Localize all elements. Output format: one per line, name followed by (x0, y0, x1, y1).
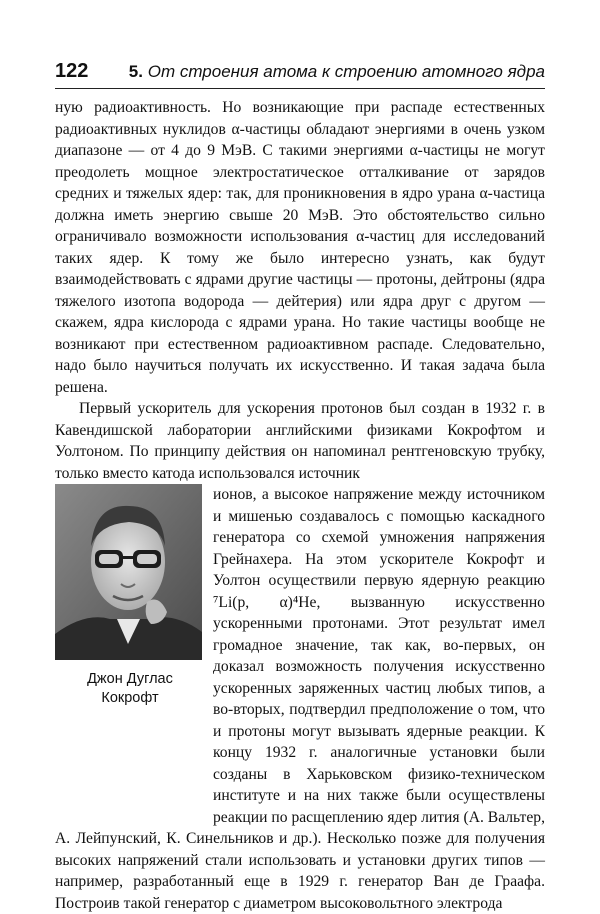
body-text (55, 97, 545, 914)
paragraph-1: ную радиоактивность. Но возникающие при распаде естественных радиоактивных нуклидов α-частицы обладают энергиями в очень узком диапазоне — от 4 до 9 МэВ. С такими энергиями α-частицы не могут преодолеть мощное электростатическое отталкивание от зарядов средних и тяжелых ядер: так, для проникновения в ядро урана α-частица должна иметь энергию свыше 20 МэВ. Это обстоятельство сильно ограничивало возможности использования α-частиц для исследований таких ядер. К тому же было интересно узнать, как будут взаимодействовать с ядрами другие частицы — протоны, дейтроны (ядра тяжелого изотопа водорода — дейтерия) или ядра друг с другом — скажем, ядра кислорода с ядрами урана. Но такие частицы вообще не возникают при естественном радиоактивном распаде. Следовательно, надо было научиться получать их искусственно. И такая задача была решена. (55, 99, 545, 396)
portrait-image (55, 484, 202, 660)
chapter-title: От строения атома к строению атомного ядра (147, 62, 545, 81)
paragraph-2-body-a: ионов, а высокое напряжение между источником и мишенью создавалось с помощью каскадного генератора со схемой умножения напряжения Грейнахера. На этом ускорителе Кокрофт и Уолтон осуществили первую ядерную реакцию (213, 486, 545, 589)
portrait-figure (55, 484, 205, 818)
page-number: 122 (55, 60, 89, 82)
caption-line-2: Кокрофт (101, 690, 159, 706)
figure-caption (55, 670, 205, 708)
portrait-photo (55, 484, 202, 660)
paragraph-2-body-b: , вызванную искусственно ускоренными протонами. Этот результат имел громадное значение, так как, во-первых, он доказал возможность получения искусственно ускоренных заряженных частиц любых типов, а во-вторых, подтвердил предположение о том, что и протоны могут вызывать ядерные реакции. К концу 1932 г. аналогичные установки были созданы в Харьковском физико-техническом институте и на них также были осуществлены реакции по расщеплению ядер лития (А. Вальтер, А. Лейпунский, К. Синельников и др.). Несколько позже для получения высоких напряжений стали использовать и установки других типов — например, разработанный еще в 1929 г. генератор Ван де Граафа. Построив такой генератор с диаметром высоковольтного электрода (55, 593, 545, 912)
caption-line-1: Джон Дуглас (87, 671, 173, 687)
running-header (55, 58, 545, 89)
nuclear-reaction-formula: ⁷Li(p, α)⁴He (213, 593, 317, 611)
paragraph-2-lead: Первый ускоритель для ускорения протонов был создан в 1932 г. в Кавендишской лаборатории английскими физиками Кокрофтом и Уолтоном. По принципу действия он напоминал рентгеновскую трубку, только вместо катода использовался источник (55, 400, 545, 482)
running-title (129, 62, 545, 82)
chapter-number: 5. (128, 62, 143, 81)
